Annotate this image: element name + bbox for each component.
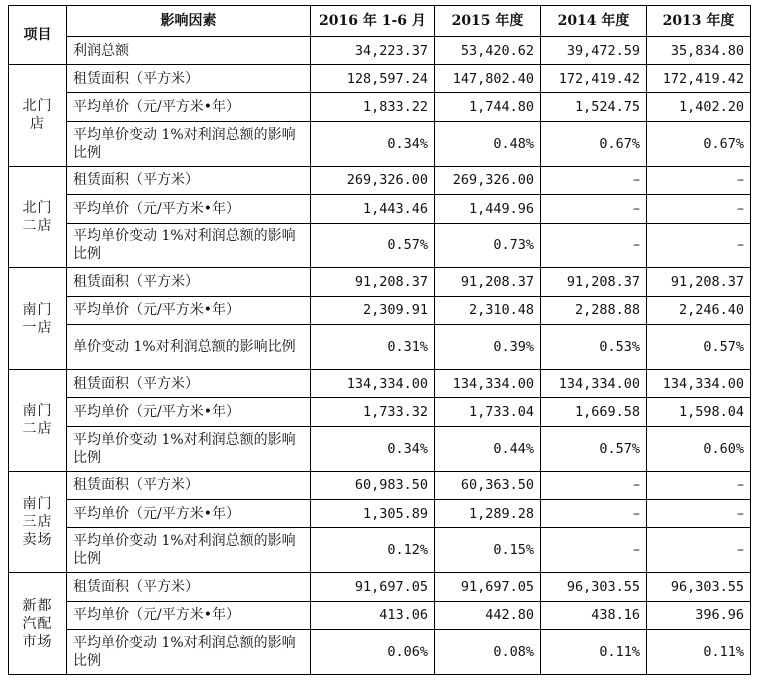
value-cell: –	[647, 528, 751, 573]
value-cell: 134,334.00	[435, 369, 541, 397]
table-row	[9, 121, 751, 166]
value-cell: –	[647, 499, 751, 527]
value-cell: 269,326.00	[435, 166, 541, 194]
factor-impact-label: 单价变动 1%对利润总额的影响比例	[67, 325, 311, 370]
value-cell: 0.44%	[435, 426, 541, 471]
value-cell: 147,802.40	[435, 65, 541, 93]
value-cell: –	[647, 166, 751, 194]
value-cell: 269,326.00	[311, 166, 435, 194]
value-cell: 0.12%	[311, 528, 435, 573]
value-cell: 1,733.32	[311, 398, 435, 426]
factor-impact-label: 平均单价变动 1%对利润总额的影响比例	[67, 528, 311, 573]
table-row	[9, 471, 751, 499]
value-cell: 0.53%	[541, 325, 647, 370]
table-row	[9, 93, 751, 121]
value-cell: 1,443.46	[311, 195, 435, 223]
value-cell: 0.57%	[311, 223, 435, 268]
header-2013: 2013 年度	[647, 6, 751, 37]
table-row	[9, 223, 751, 268]
value-cell: 1,524.75	[541, 93, 647, 121]
value-cell: –	[647, 223, 751, 268]
header-row	[9, 6, 751, 37]
value-cell: –	[541, 166, 647, 194]
value-cell: 134,334.00	[541, 369, 647, 397]
value-cell: –	[541, 528, 647, 573]
value-cell: 128,597.24	[311, 65, 435, 93]
table-row	[9, 573, 751, 601]
factor-area-label: 租赁面积（平方米）	[67, 369, 311, 397]
value-cell: –	[541, 195, 647, 223]
value-cell: 0.08%	[435, 630, 541, 675]
factor-impact-label: 平均单价变动 1%对利润总额的影响比例	[67, 426, 311, 471]
value-cell: 1,833.22	[311, 93, 435, 121]
header-item: 项目	[9, 6, 67, 65]
factor-area-label: 租赁面积（平方米）	[67, 268, 311, 296]
store-name: 新都 汽配 市场	[9, 573, 67, 675]
value-cell: 2,288.88	[541, 296, 647, 324]
value-cell: 438.16	[541, 601, 647, 629]
value-cell: 2,310.48	[435, 296, 541, 324]
value-cell: –	[541, 471, 647, 499]
table-row	[9, 296, 751, 324]
value-cell: –	[541, 223, 647, 268]
table-row	[9, 630, 751, 675]
factor-area-label: 租赁面积（平方米）	[67, 166, 311, 194]
value-cell: 0.67%	[647, 121, 751, 166]
value-cell: 0.15%	[435, 528, 541, 573]
table-row	[9, 601, 751, 629]
header-factor: 影响因素	[67, 6, 311, 37]
value-cell: 91,208.37	[647, 268, 751, 296]
value-cell: –	[647, 195, 751, 223]
value-cell: 91,697.05	[311, 573, 435, 601]
value-cell: 0.06%	[311, 630, 435, 675]
value-cell: 0.34%	[311, 121, 435, 166]
value-cell: 60,983.50	[311, 471, 435, 499]
value-cell: 91,208.37	[435, 268, 541, 296]
value-cell: 396.96	[647, 601, 751, 629]
table-row	[9, 195, 751, 223]
factor-price-label: 平均单价（元/平方米•年）	[67, 93, 311, 121]
value-cell: 2,309.91	[311, 296, 435, 324]
table-row	[9, 65, 751, 93]
factor-area-label: 租赁面积（平方米）	[67, 471, 311, 499]
store-name: 南门 三店 卖场	[9, 471, 67, 573]
header-2016h1: 2016 年 1-6 月	[311, 6, 435, 37]
factor-price-label: 平均单价（元/平方米•年）	[67, 398, 311, 426]
value-cell: 0.31%	[311, 325, 435, 370]
store-name: 南门 二店	[9, 369, 67, 471]
value-cell: 96,303.55	[541, 573, 647, 601]
factor-price-label: 平均单价（元/平方米•年）	[67, 195, 311, 223]
value-cell: 0.11%	[647, 630, 751, 675]
table-row	[9, 398, 751, 426]
factor-impact-label: 平均单价变动 1%对利润总额的影响比例	[67, 121, 311, 166]
profit-row	[9, 37, 751, 65]
value-cell: 172,419.42	[647, 65, 751, 93]
table-row	[9, 499, 751, 527]
value-cell: 1,289.28	[435, 499, 541, 527]
value-cell: 91,208.37	[541, 268, 647, 296]
value-cell: 1,449.96	[435, 195, 541, 223]
value-cell: 2,246.40	[647, 296, 751, 324]
value-cell: 1,669.58	[541, 398, 647, 426]
value-cell: 1,744.80	[435, 93, 541, 121]
value-cell: 442.80	[435, 601, 541, 629]
value-cell: 1,305.89	[311, 499, 435, 527]
store-name: 北门 店	[9, 65, 67, 167]
factor-price-label: 平均单价（元/平方米•年）	[67, 296, 311, 324]
profit-value: 35,834.80	[647, 37, 751, 65]
table-row	[9, 528, 751, 573]
table-row	[9, 426, 751, 471]
table-row	[9, 325, 751, 370]
value-cell: 0.34%	[311, 426, 435, 471]
store-name: 北门 二店	[9, 166, 67, 268]
value-cell: 0.57%	[541, 426, 647, 471]
factor-impact-label: 平均单价变动 1%对利润总额的影响比例	[67, 223, 311, 268]
profit-label: 利润总额	[67, 37, 311, 65]
value-cell: 0.48%	[435, 121, 541, 166]
profit-value: 34,223.37	[311, 37, 435, 65]
factor-price-label: 平均单价（元/平方米•年）	[67, 601, 311, 629]
table-row	[9, 369, 751, 397]
factor-impact-label: 平均单价变动 1%对利润总额的影响比例	[67, 630, 311, 675]
factor-price-label: 平均单价（元/平方米•年）	[67, 499, 311, 527]
value-cell: 96,303.55	[647, 573, 751, 601]
value-cell: 1,733.04	[435, 398, 541, 426]
value-cell: 60,363.50	[435, 471, 541, 499]
value-cell: 91,208.37	[311, 268, 435, 296]
factor-area-label: 租赁面积（平方米）	[67, 573, 311, 601]
value-cell: 0.57%	[647, 325, 751, 370]
profit-value: 53,420.62	[435, 37, 541, 65]
value-cell: 91,697.05	[435, 573, 541, 601]
store-name: 南门 一店	[9, 268, 67, 370]
value-cell: 0.73%	[435, 223, 541, 268]
header-2014: 2014 年度	[541, 6, 647, 37]
profit-value: 39,472.59	[541, 37, 647, 65]
value-cell: –	[541, 499, 647, 527]
value-cell: –	[647, 471, 751, 499]
value-cell: 0.11%	[541, 630, 647, 675]
header-2015: 2015 年度	[435, 6, 541, 37]
table-body	[9, 65, 751, 675]
table-row	[9, 268, 751, 296]
sensitivity-table	[8, 5, 751, 675]
value-cell: 0.39%	[435, 325, 541, 370]
value-cell: 134,334.00	[647, 369, 751, 397]
value-cell: 1,598.04	[647, 398, 751, 426]
value-cell: 172,419.42	[541, 65, 647, 93]
value-cell: 0.67%	[541, 121, 647, 166]
factor-area-label: 租赁面积（平方米）	[67, 65, 311, 93]
value-cell: 1,402.20	[647, 93, 751, 121]
value-cell: 413.06	[311, 601, 435, 629]
value-cell: 0.60%	[647, 426, 751, 471]
table-row	[9, 166, 751, 194]
value-cell: 134,334.00	[311, 369, 435, 397]
